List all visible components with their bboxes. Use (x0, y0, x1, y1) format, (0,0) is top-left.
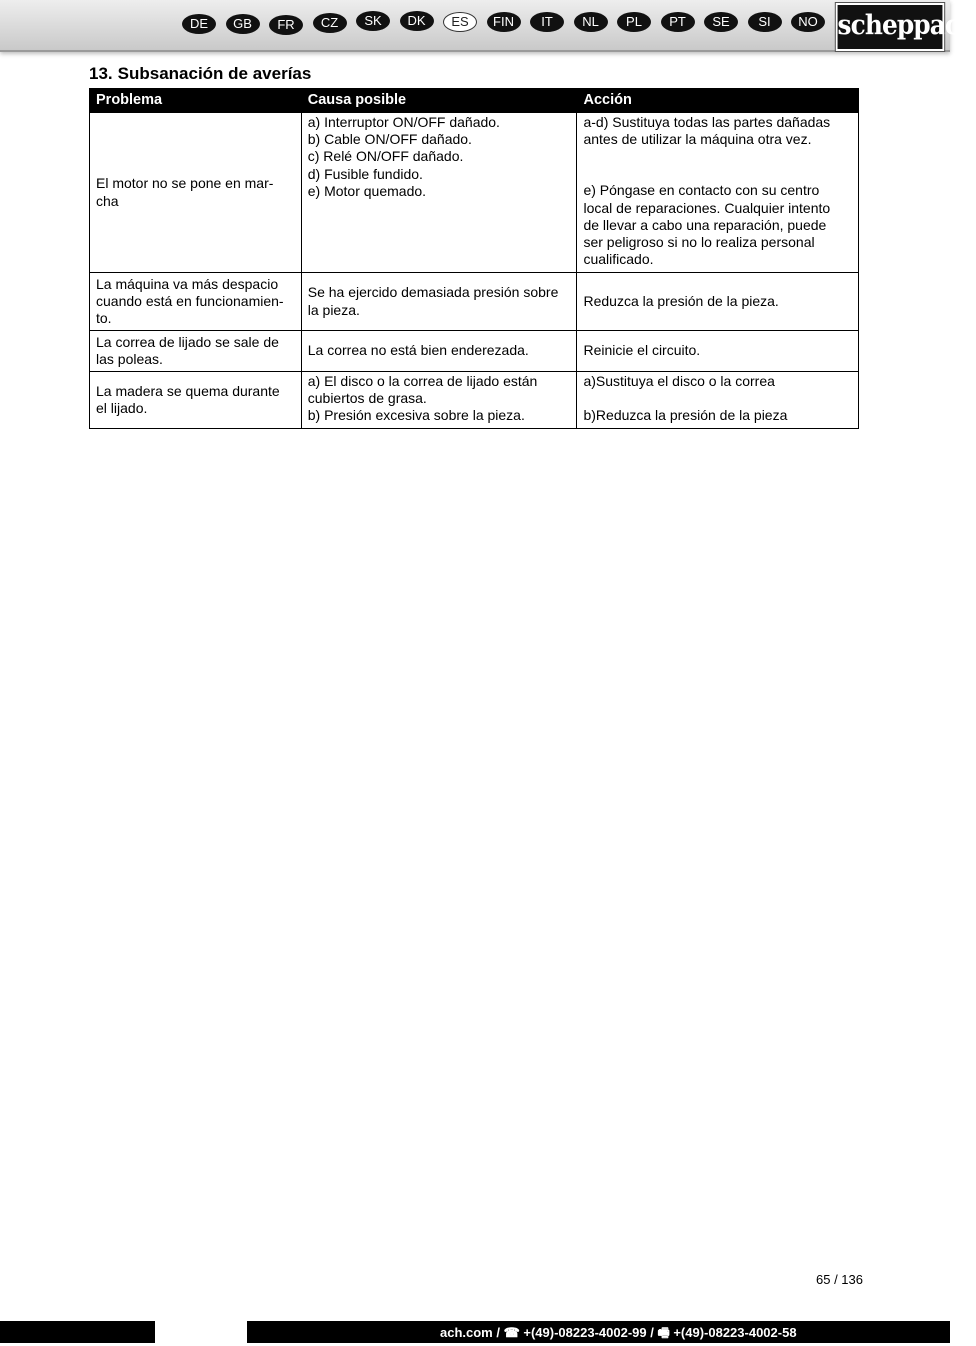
cause-line: a) El disco o la correa de lijado están (307, 373, 538, 389)
cause-line: La correa no está bien enderezada. (307, 342, 529, 359)
cause-line: d) Fusible fundido. (307, 165, 423, 182)
section-title (89, 64, 311, 84)
problem-line: La correa de lijado se sale de (96, 333, 279, 350)
cell-action (577, 273, 859, 331)
problem-line: La madera se quema durante (96, 382, 280, 399)
cell-cause (301, 273, 577, 331)
problem-line: cuando está en funcionamien- (96, 292, 284, 309)
language-tab-gb[interactable]: GB (226, 14, 260, 34)
cell-cause (301, 113, 577, 273)
cell-cause (301, 372, 577, 429)
action-line (583, 148, 852, 182)
table-row (90, 372, 859, 429)
cause-line: b) Presión excesiva sobre la pieza. (307, 407, 525, 424)
cause-line: Se ha ejercido demasiada presión sobre (307, 284, 559, 301)
language-tab-cz[interactable]: CZ (313, 13, 347, 33)
table-header-row (90, 89, 859, 113)
cell-action (577, 113, 859, 273)
language-tab-no[interactable]: NO (791, 12, 825, 32)
cell-problem (90, 113, 302, 273)
action-line (583, 390, 852, 407)
action-line: Reduzca la presión de la pieza. (583, 292, 779, 309)
language-tab-de[interactable]: DE (182, 14, 216, 34)
brand-logo: scheppach (836, 3, 945, 51)
cell-action (577, 372, 859, 429)
language-tab-si[interactable]: SI (748, 12, 782, 32)
action-line: cualificado. (583, 251, 654, 268)
language-tab-pt[interactable]: PT (661, 12, 695, 32)
section-heading: Subsanación de averías (117, 64, 312, 83)
action-line: a)Sustituya el disco o la correa (583, 373, 775, 389)
language-tab-it[interactable]: IT (530, 12, 564, 32)
action-line: ser peligroso si no lo realiza personal (583, 234, 815, 251)
action-line: b)Reduzca la presión de la pieza (583, 407, 788, 424)
language-tab-fin[interactable]: FIN (487, 12, 521, 32)
header-problem: Problema (90, 89, 302, 113)
table-row (90, 331, 859, 372)
header-band (0, 0, 976, 52)
table-row (90, 113, 859, 273)
action-line: antes de utilizar la máquina otra vez. (583, 131, 812, 148)
header-action: Acción (577, 89, 859, 113)
problem-line: to. (96, 310, 112, 327)
cell-problem (90, 331, 302, 372)
action-line: local de reparaciones. Cualquier intento (583, 199, 831, 216)
cause-line: c) Relé ON/OFF dañado. (307, 148, 464, 165)
language-tab-fr[interactable]: FR (269, 15, 303, 35)
problem-line: La máquina va más despacio (96, 275, 279, 292)
footer-contact: ach.com / ☎ +(49)-08223-4002-99 / 🖷 +(49)-08223-4002-58 (440, 1325, 797, 1340)
problem-line: El motor no se pone en mar- (96, 175, 274, 192)
action-line: Reinicie el circuito. (583, 342, 701, 359)
cause-line: e) Motor quemado. (307, 182, 427, 199)
page-number: 65 / 136 (816, 1272, 863, 1287)
action-line: de llevar a cabo una reparación, puede (583, 216, 827, 233)
header-cause: Causa posible (301, 89, 577, 113)
problem-line: el lijado. (96, 400, 148, 416)
action-line: e) Póngase en contacto con su centro (583, 182, 820, 199)
cell-problem (90, 273, 302, 331)
language-tab-sk[interactable]: SK (356, 11, 390, 31)
cause-line: b) Cable ON/OFF dañado. (307, 131, 472, 148)
problem-line: las poleas. (96, 351, 163, 367)
footer-white-block (155, 1321, 247, 1343)
troubleshooting-table (89, 88, 859, 429)
language-tab-nl[interactable]: NL (574, 12, 608, 32)
cause-line: a) Interruptor ON/OFF dañado. (307, 114, 500, 130)
cause-line: cubiertos de grasa. (307, 390, 427, 407)
language-tab-es[interactable]: ES (443, 12, 477, 32)
language-tabs (180, 11, 830, 37)
problem-line: cha (96, 192, 119, 209)
cell-cause (301, 331, 577, 372)
table-row (90, 273, 859, 331)
cause-line: la pieza. (307, 301, 360, 318)
cell-action (577, 331, 859, 372)
language-tab-dk[interactable]: DK (400, 11, 434, 31)
section-number: 13. (89, 64, 113, 83)
language-tab-se[interactable]: SE (704, 12, 738, 32)
cell-problem (90, 372, 302, 429)
action-line: a-d) Sustituya todas las partes dañadas (583, 114, 831, 130)
language-tab-pl[interactable]: PL (617, 12, 651, 32)
